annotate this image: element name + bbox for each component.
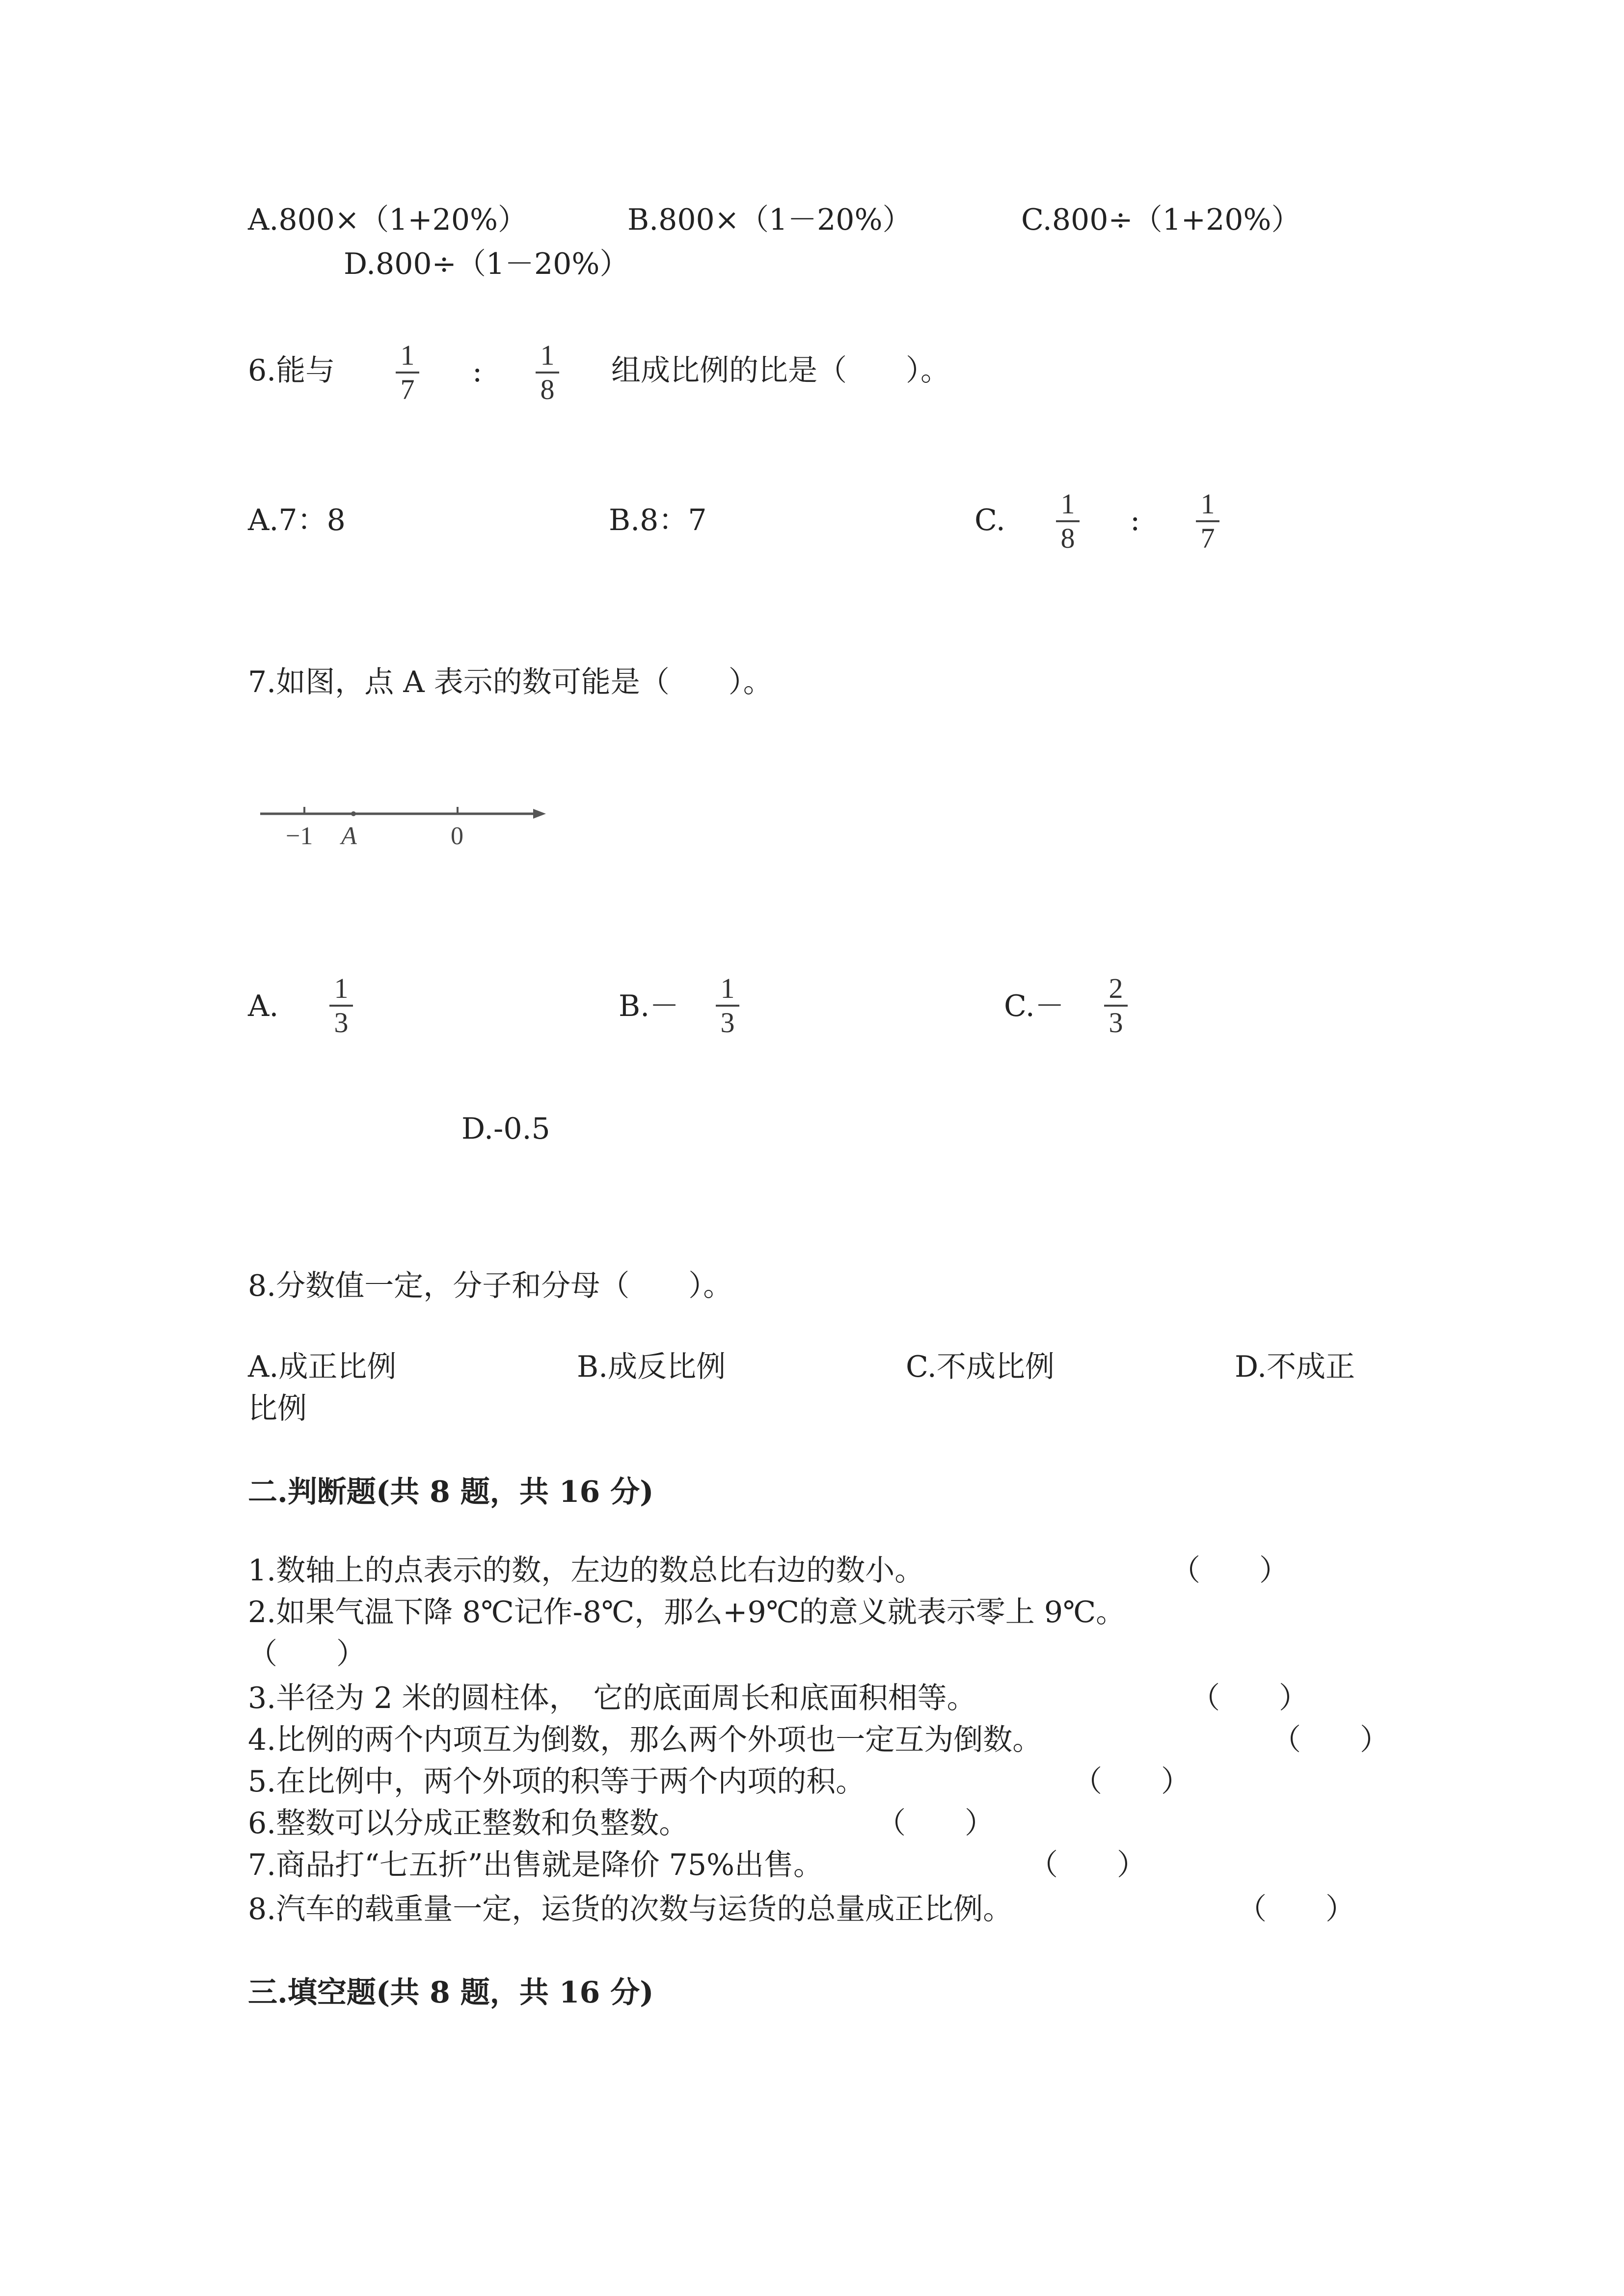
q6-option-a: A.7：8 [248, 503, 346, 537]
tf-item-7: 7.商品打“七五折”出售就是降价 75%出售。 [248, 1848, 823, 1882]
q8-option-d: D.不成正 [1235, 1350, 1355, 1384]
tf-item-4: 4.比例的两个内项互为倒数，那么两个外项也一定互为倒数。 [248, 1723, 1042, 1757]
q7-option-a-fraction [326, 974, 356, 1037]
tf-item-5-answer-blank: （ ） [1073, 1764, 1191, 1799]
tf-item-7-answer-blank: （ ） [1029, 1848, 1146, 1882]
point-a-marker [351, 811, 356, 816]
tf-item-8-answer-blank: （ ） [1237, 1892, 1355, 1926]
q6-fraction-2-denominator: 8 [540, 374, 555, 405]
q7-option-a-denominator: 3 [334, 1007, 349, 1039]
q6-fraction-1-numerator: 1 [400, 339, 415, 371]
tick-minus-one-label: −1 [286, 822, 313, 850]
q7-option-c-fraction [1101, 974, 1131, 1037]
tf-item-6-answer-blank: （ ） [876, 1806, 994, 1841]
q6-fraction-2-numerator: 1 [540, 339, 555, 371]
q6-option-b: B.8：7 [609, 503, 707, 537]
q6-option-c-fraction-2-numerator: 1 [1200, 488, 1215, 520]
q7-option-c-label: C.－ [1004, 989, 1064, 1023]
q6-fraction-1 [393, 341, 422, 404]
tf-item-5: 5.在比例中，两个外项的积等于两个内项的积。 [248, 1764, 866, 1799]
q6-fraction-2 [533, 341, 562, 404]
q7-option-b-numerator: 1 [720, 972, 735, 1004]
q8-option-c: C.不成比例 [906, 1350, 1055, 1384]
q8-stem: 8.分数值一定，分子和分母（ ）。 [248, 1269, 733, 1303]
q5-option-d: D.800÷（1－20%） [344, 247, 629, 281]
number-line-figure [255, 795, 560, 854]
q5-option-c: C.800÷（1+20%） [1021, 203, 1301, 237]
q6-option-c-colon: : [1130, 503, 1140, 537]
q7-option-c-numerator: 2 [1109, 972, 1123, 1004]
tf-item-4-answer-blank: （ ） [1272, 1723, 1389, 1757]
q6-option-c-fraction-1-denominator: 8 [1060, 522, 1075, 554]
tf-item-6: 6.整数可以分成正整数和负整数。 [248, 1806, 689, 1841]
number-line-arrow [533, 809, 546, 819]
q6-prefix: 6.能与 [248, 353, 335, 388]
q7-option-a-label: A. [248, 989, 279, 1023]
q7-option-d: D.-0.5 [461, 1112, 550, 1146]
tf-item-1: 1.数轴上的点表示的数，左边的数总比右边的数小。 [248, 1553, 924, 1588]
section-3-title: 三.填空题(共 8 题，共 16 分) [248, 1976, 654, 2010]
tf-item-8: 8.汽车的载重量一定，运货的次数与运货的总量成正比例。 [248, 1892, 1013, 1926]
q6-option-c-fraction-1 [1053, 490, 1083, 553]
q8-option-d-wrap: 比例 [248, 1391, 307, 1426]
q7-option-b-fraction [713, 974, 742, 1037]
point-a-label: A [341, 822, 357, 850]
q7-option-c-denominator: 3 [1109, 1007, 1123, 1039]
q8-option-b: B.成反比例 [577, 1350, 726, 1384]
tf-item-2-answer-blank: （ ） [248, 1637, 366, 1671]
q6-ratio-colon: : [472, 354, 483, 389]
q8-option-a: A.成正比例 [248, 1350, 397, 1384]
q6-fraction-1-denominator: 7 [400, 374, 415, 405]
q7-option-b-label: B.－ [619, 989, 679, 1023]
tf-item-2: 2.如果气温下降 8℃记作-8℃，那么+9℃的意义就表示零上 9℃。 [248, 1595, 1126, 1629]
q7-stem: 7.如图，点 A 表示的数可能是（ ）。 [248, 665, 773, 699]
q6-option-c-fraction-2 [1193, 490, 1222, 553]
q6-option-c-label: C. [974, 503, 1005, 537]
tick-zero-label: 0 [451, 822, 463, 850]
q7-option-a-numerator: 1 [334, 972, 349, 1004]
q5-option-a: A.800×（1+20%） [248, 203, 528, 237]
section-2-title: 二.判断题(共 8 题，共 16 分) [248, 1475, 654, 1509]
q7-option-b-denominator: 3 [720, 1007, 735, 1039]
q5-option-b: B.800×（1－20%） [627, 203, 912, 237]
q6-suffix: 组成比例的比是（ ）。 [611, 353, 950, 388]
tf-item-3-answer-blank: （ ） [1191, 1681, 1308, 1715]
q6-option-c-fraction-2-denominator: 7 [1200, 522, 1215, 554]
tf-item-1-answer-blank: （ ） [1171, 1553, 1289, 1588]
q6-option-c-fraction-1-numerator: 1 [1060, 488, 1075, 520]
tf-item-3: 3.半径为 2 米的圆柱体， 它的底面周长和底面积相等。 [248, 1681, 976, 1715]
